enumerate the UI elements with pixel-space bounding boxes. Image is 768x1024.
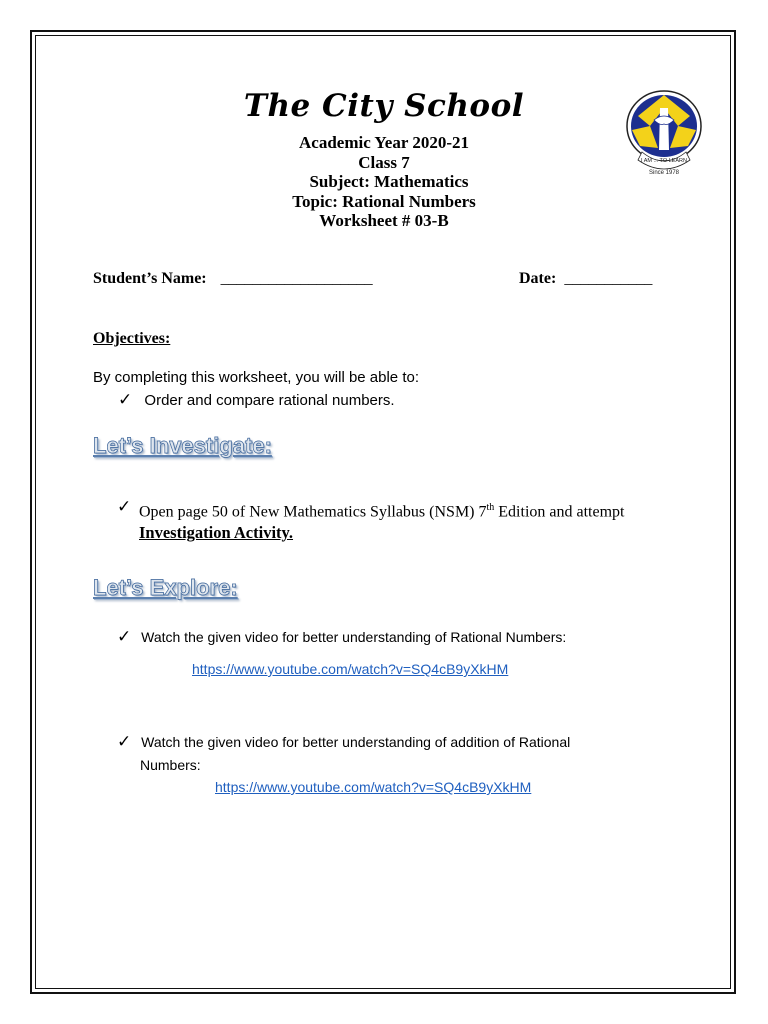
- investigate-heading: Let’s Investigate:: [93, 433, 272, 458]
- objectives-intro: By completing this worksheet, you will be able to:: [93, 369, 419, 386]
- video-link-2[interactable]: https://www.youtube.com/watch?v=SQ4cB9yXkHM: [215, 779, 532, 795]
- objective-item-text: Order and compare rational numbers.: [144, 392, 395, 409]
- explore-item-2: [117, 731, 570, 753]
- checkmark-icon: ✓: [118, 390, 133, 410]
- school-name: The City School: [243, 88, 525, 124]
- checkmark-icon: ✓: [117, 627, 132, 647]
- explore-item-1-text: Watch the given video for better understanding of Rational Numbers:: [141, 629, 567, 645]
- checkmark-icon: ✓: [117, 497, 132, 517]
- explore-heading: Let’s Explore:: [93, 575, 238, 600]
- checkmark-icon: ✓: [117, 732, 132, 752]
- student-name-label: Student’s Name:: [93, 270, 207, 287]
- explore-item-2-text-cont: Numbers:: [140, 757, 201, 773]
- explore-item-2-text: Watch the given video for better understanding of addition of Rational: [141, 734, 571, 750]
- logo-motto: I AM ... TO LEARN: [641, 158, 687, 164]
- objectives-heading: Objectives:: [93, 330, 171, 347]
- video-link-1[interactable]: https://www.youtube.com/watch?v=SQ4cB9yXkHM: [192, 661, 509, 677]
- student-name-field: [93, 270, 373, 288]
- date-label: Date:: [519, 270, 557, 287]
- investigation-activity: Investigation Activity.: [139, 523, 294, 543]
- objective-item: [118, 390, 395, 410]
- topic-label: Topic: Rational Numbers: [292, 191, 476, 211]
- student-name-line[interactable]: ___________________: [220, 270, 373, 287]
- class-label: Class 7: [358, 152, 410, 172]
- date-line[interactable]: ___________: [564, 270, 653, 287]
- logo-since: Since 1978: [648, 170, 680, 176]
- school-logo: [620, 86, 716, 178]
- academic-year: Academic Year 2020-21: [299, 133, 469, 152]
- explore-item-1: [117, 626, 566, 648]
- worksheet-number: Worksheet # 03-B: [319, 211, 449, 230]
- subject-label: Subject: Mathematics: [309, 172, 469, 191]
- date-field: [519, 270, 652, 288]
- investigate-item-text: Open page 50 of New Mathematics Syllabus (NSM) 7th Edition and attempt Investigation Activity.: [139, 502, 625, 543]
